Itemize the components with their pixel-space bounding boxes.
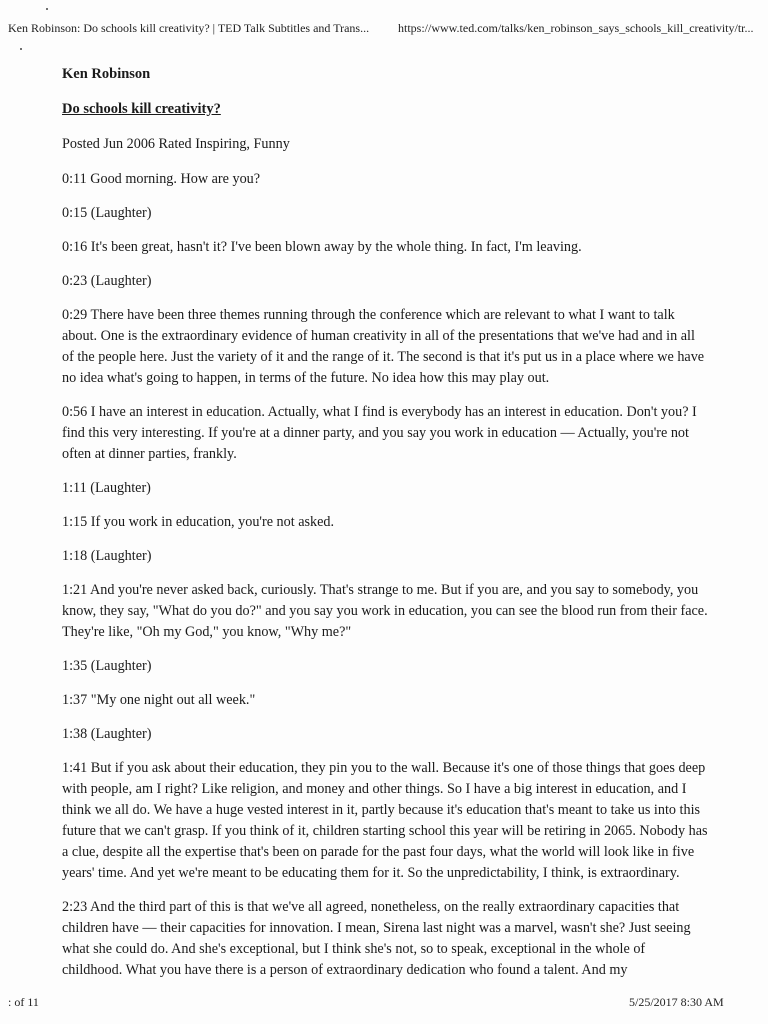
talk-title: Do schools kill creativity? — [62, 101, 221, 117]
transcript-paragraph — [62, 203, 708, 224]
transcript-paragraph — [62, 724, 708, 745]
transcript-text: There have been three themes running through the conference which are relevant to what I want to talk about. One is the extraordinary evidence of human creativity in all of the presentations that we've had and in all of the people here. Just the variety of it and the range of it. The second is that it's put us in a place where we have no idea what's going to happen, in terms of the future. No idea how this may play out. — [62, 307, 705, 386]
timestamp: 1:11 — [62, 480, 87, 496]
transcript-paragraph — [62, 690, 708, 711]
transcript-paragraph — [62, 237, 708, 258]
timestamp: 2:23 — [62, 899, 88, 915]
transcript-paragraph — [62, 656, 708, 677]
transcript-paragraph — [62, 169, 708, 190]
transcript-text: But if you ask about their education, they pin you to the wall. Because it's one of those things that goes deep with people, am I right? Like religion, and money and other things. So I have a big interest in education, and I think we all do. We have a huge vested interest in it, partly because it's education that's meant to take us into this future that we can't grasp. If you think of it, children starting school this year will be retiring in 2065. Nobody has a clue, despite all the expertise that's been on parade for the past four days, what the world will look like in five years' time. And yet we're meant to be educating them for it. So the unpredictability, I think, is extraordinary. — [62, 760, 708, 881]
transcript-text: And you're never asked back, curiously. That's strange to me. But if you are, and you say to somebody, you know, they say, "What do you do?" and you say you work in education, you can see the blood run from their face. They're like, "Oh my God," you know, "Why me?" — [62, 582, 708, 640]
print-footer-datetime: 5/25/2017 8:30 AM — [629, 995, 724, 1009]
print-header-url: https://www.ted.com/talks/ken_robinson_says_schools_kill_creativity/tr... — [398, 21, 754, 35]
transcript-text: If you work in education, you're not asked. — [90, 514, 335, 530]
transcript-list — [62, 169, 708, 981]
transcript-paragraph — [62, 546, 708, 567]
timestamp: 0:29 — [62, 307, 88, 323]
transcript-text: (Laughter) — [90, 205, 152, 221]
timestamp: 0:56 — [62, 404, 88, 420]
transcript-paragraph — [62, 580, 708, 643]
timestamp: 0:16 — [62, 239, 88, 255]
transcript-text: (Laughter) — [90, 548, 152, 564]
transcript-paragraph — [62, 758, 708, 884]
transcript-text: I have an interest in education. Actually, what I find is everybody has an interest in education. Don't you? I find this very interesting. If you're at a dinner party, and you say you work in education — Actually, you're not often at dinner parties, frankly. — [62, 404, 697, 462]
timestamp: 1:18 — [62, 548, 88, 564]
scan-speck — [20, 48, 22, 50]
transcript-paragraph — [62, 478, 708, 499]
transcript-paragraph — [62, 897, 708, 981]
transcript-paragraph — [62, 512, 708, 533]
timestamp: 1:38 — [62, 726, 88, 742]
timestamp: 1:15 — [62, 514, 88, 530]
transcript-body — [62, 64, 708, 994]
print-header-title: Ken Robinson: Do schools kill creativity? | TED Talk Subtitles and Trans... — [8, 21, 370, 35]
timestamp: 1:37 — [62, 692, 88, 708]
transcript-text: (Laughter) — [90, 658, 152, 674]
talk-meta: Posted Jun 2006 Rated Inspiring, Funny — [62, 136, 290, 152]
print-footer-page: : of 11 — [8, 995, 39, 1009]
timestamp: 1:21 — [62, 582, 88, 598]
transcript-text: (Laughter) — [90, 726, 152, 742]
timestamp: 0:23 — [62, 273, 88, 289]
timestamp: 0:11 — [62, 171, 87, 187]
timestamp: 1:35 — [62, 658, 88, 674]
transcript-text: It's been great, hasn't it? I've been blown away by the whole thing. In fact, I'm leaving. — [90, 239, 582, 255]
timestamp: 1:41 — [62, 760, 88, 776]
transcript-text: And the third part of this is that we've all agreed, nonetheless, on the really extraordinary capacities that children have — their capacities for innovation. I mean, Sirena last night was a marvel, wasn't she? Just seeing what she could do. And she's exceptional, but I think she's not, so to speak, exceptional in the whole of childhood. What you have there is a person of extraordinary dedication who found a talent. And my — [62, 899, 691, 978]
transcript-paragraph — [62, 402, 708, 465]
transcript-text: (Laughter) — [90, 480, 151, 496]
speaker-name: Ken Robinson — [62, 66, 151, 82]
timestamp: 0:15 — [62, 205, 88, 221]
transcript-text: Good morning. How are you? — [90, 171, 261, 187]
transcript-paragraph — [62, 305, 708, 389]
transcript-text: (Laughter) — [90, 273, 152, 289]
transcript-paragraph — [62, 271, 708, 292]
transcript-text: "My one night out all week." — [90, 692, 256, 708]
scan-speck — [46, 8, 48, 10]
